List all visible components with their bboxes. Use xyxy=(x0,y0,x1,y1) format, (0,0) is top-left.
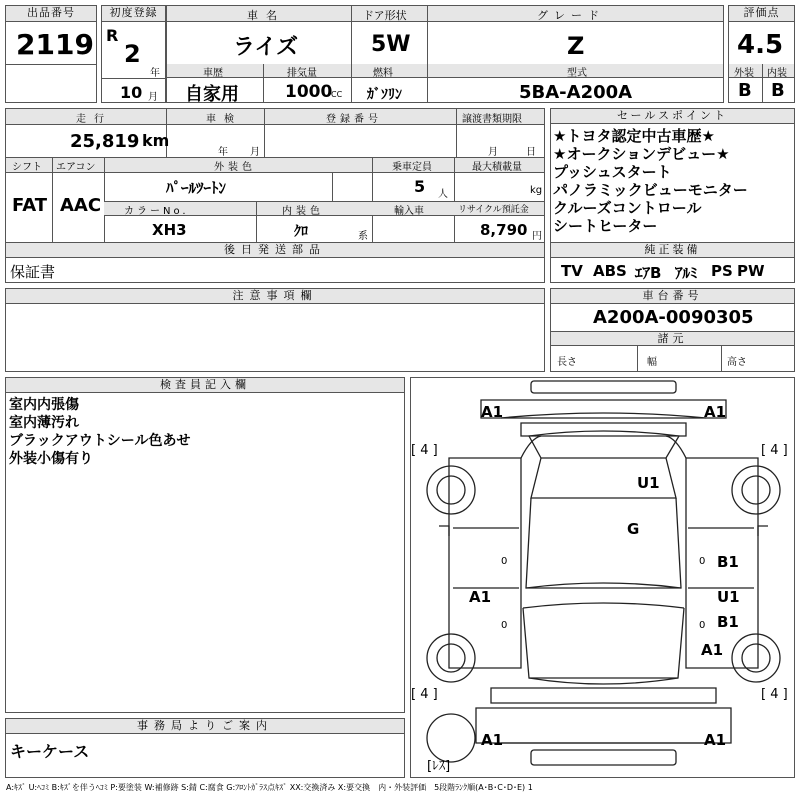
int-color-label: 内装色 xyxy=(282,206,324,217)
seats-label: 乗車定員 xyxy=(392,162,432,173)
equip-label: 純正装備 xyxy=(551,243,794,258)
damage-mark: A1 xyxy=(701,641,724,659)
equip-item: ｱﾙﾐ xyxy=(675,264,698,282)
damage-mark: A1 xyxy=(704,403,727,421)
damage-mark: B1 xyxy=(717,613,739,631)
model-label: 型式 xyxy=(567,68,587,79)
history: 自家用 xyxy=(185,84,239,105)
color-no-label: カラーNo. xyxy=(124,206,189,217)
insp-month-unit: 月 xyxy=(250,147,260,158)
chassis-label: 車台番号 xyxy=(551,289,794,304)
km-unit: km xyxy=(142,131,170,150)
ac-label: エアコン xyxy=(56,162,96,173)
inspector-note: 室内薄汚れ xyxy=(9,415,79,431)
int-color-unit: 系 xyxy=(358,231,368,242)
office-label: 事務局よりご案内 xyxy=(6,719,404,734)
transfer-label: 譲渡書類期限 xyxy=(462,114,522,125)
recycle-unit: 円 xyxy=(532,231,542,242)
door-type: 5W xyxy=(371,32,411,57)
inspector-note: 外装小傷有り xyxy=(9,451,93,467)
fuel-label: 燃料 xyxy=(373,68,393,79)
lot-number: 2119 xyxy=(16,28,94,61)
tire-mark: [ 4 ] xyxy=(761,687,788,702)
score-box xyxy=(728,5,795,103)
inspector-box xyxy=(5,377,405,713)
recycle-fee: 8,790 xyxy=(480,221,528,239)
recycle-label: リサイクル預託金 xyxy=(458,205,529,215)
car-name-label: 車名 xyxy=(247,9,285,22)
height-label: 高さ xyxy=(727,357,747,368)
month-unit: 月 xyxy=(148,92,158,103)
zero-mark: 0 xyxy=(699,556,706,567)
inspector-label: 検査員記入欄 xyxy=(6,378,404,393)
damage-mark: A1 xyxy=(481,403,504,421)
equip-item: TV xyxy=(561,262,583,280)
color-label: 外装色 xyxy=(214,162,256,173)
inspector-note: ブラックアウトシール色あせ xyxy=(9,433,191,449)
car-outline xyxy=(411,378,796,779)
damage-mark: G xyxy=(627,520,640,538)
grade-label: グレード xyxy=(537,9,605,22)
seats-unit: 人 xyxy=(438,189,448,200)
width-label: 幅 xyxy=(647,357,657,368)
tire-mark: [ 4 ] xyxy=(761,443,788,458)
mileage-label: 走行 xyxy=(76,114,112,125)
sales-point: プッシュスタート xyxy=(553,163,672,181)
sales-point: ★オークションデビュー★ xyxy=(553,145,730,163)
ac: AAC xyxy=(60,195,102,216)
damage-mark: A1 xyxy=(481,731,504,749)
grade: Z xyxy=(567,32,585,60)
equip-item: PS xyxy=(711,262,733,280)
car-info-box xyxy=(166,5,724,103)
damage-mark: A1 xyxy=(704,731,727,749)
equip-item: ｴｱB xyxy=(635,264,662,282)
zero-mark: 0 xyxy=(501,556,508,567)
damage-mark: A1 xyxy=(469,588,492,606)
seats: 5 xyxy=(414,177,426,196)
color-no: XH3 xyxy=(152,221,187,239)
lot-label: 出品番号 xyxy=(6,6,96,22)
transfer-day-unit: 日 xyxy=(526,147,536,158)
office-note: キーケース xyxy=(10,742,90,761)
era: R xyxy=(106,26,119,45)
exterior-color: ﾊﾟｰﾙﾂｰﾄﾝ xyxy=(166,179,227,197)
sales-box xyxy=(550,108,795,283)
later-parts: 保証書 xyxy=(10,263,56,281)
cc-unit: CC xyxy=(331,90,343,99)
office-box xyxy=(5,718,405,778)
fuel: ｶﾞｿﾘﾝ xyxy=(367,87,402,103)
reg-label: 登録番号 xyxy=(326,114,382,125)
car-name: ライズ xyxy=(233,35,299,60)
sales-point: パノラミックビューモニター xyxy=(553,181,748,199)
year-unit: 年 xyxy=(150,68,160,79)
spec-table xyxy=(5,108,545,283)
car-diagram xyxy=(410,377,795,778)
tire-mark: [ 4 ] xyxy=(411,443,438,458)
mileage: 25,819 xyxy=(70,131,140,152)
damage-mark: U1 xyxy=(637,474,660,492)
chassis-box xyxy=(550,288,795,372)
displacement-label: 排気量 xyxy=(287,68,317,79)
exterior-label: 外装 xyxy=(734,68,754,79)
damage-mark: B1 xyxy=(717,553,739,571)
sales-label: セールスポイント xyxy=(551,109,794,124)
equip-item: ABS xyxy=(593,262,627,280)
zero-mark: 0 xyxy=(699,620,706,631)
import-label: 輸入車 xyxy=(394,206,424,217)
sales-point: クルーズコントロール xyxy=(553,199,702,217)
shift-label: シフト xyxy=(12,162,42,173)
score-label: 評価点 xyxy=(729,6,794,22)
legend: A:ｷｽﾞ U:ﾍｺﾐ B:ｷｽﾞを伴うﾍｺﾐ P:要塗装 W:補修跡 S:錆 C:腐食 G:ﾌﾛﾝﾄｶﾞﾗｽ点ｷｽﾞ XX:交換済み X:要交換 内・外装評価 5段階ﾗﾝｸ順(A･B･C･D･E) 1 xyxy=(6,783,533,792)
chassis-number: A200A-0090305 xyxy=(593,307,754,328)
inspector-note: 室内内張傷 xyxy=(9,397,79,413)
load-unit: kg xyxy=(530,185,543,196)
displacement: 1000 xyxy=(285,82,333,102)
model-code: 5BA-A200A xyxy=(519,82,633,103)
first-reg-box xyxy=(101,5,166,103)
lot-box xyxy=(5,5,97,103)
damage-mark: U1 xyxy=(717,588,740,606)
first-reg-label: 初度登録 xyxy=(102,6,165,22)
exterior-grade: B xyxy=(738,80,752,101)
interior-grade: B xyxy=(771,80,785,101)
equip-item: PW xyxy=(737,262,765,280)
load-label: 最大積載量 xyxy=(472,162,522,173)
interior-label: 内装 xyxy=(767,68,787,79)
history-label: 車歴 xyxy=(203,68,223,79)
reg-year: 2 xyxy=(124,40,141,68)
door-label: ドア形状 xyxy=(363,9,407,22)
notes-label: 注意事項欄 xyxy=(6,289,544,304)
transfer-month-unit: 月 xyxy=(488,147,498,158)
later-label: 後日発送部品 xyxy=(6,243,544,258)
sales-point: ★トヨタ認定中古車歴★ xyxy=(553,127,715,145)
spare-mark: [ﾚｽ] xyxy=(427,759,451,774)
interior-color: ｸﾛ xyxy=(294,224,308,240)
tire-mark: [ 4 ] xyxy=(411,687,438,702)
zero-mark: 0 xyxy=(501,620,508,631)
score: 4.5 xyxy=(737,30,784,60)
insp-year-unit: 年 xyxy=(218,147,228,158)
shift: FAT xyxy=(12,195,48,216)
inspection-label: 車検 xyxy=(206,114,242,125)
specs-label: 諸元 xyxy=(551,332,794,346)
reg-month: 10 xyxy=(120,83,143,102)
length-label: 長さ xyxy=(557,357,577,368)
sales-point: シートヒーター xyxy=(553,217,658,235)
notes-box xyxy=(5,288,545,372)
